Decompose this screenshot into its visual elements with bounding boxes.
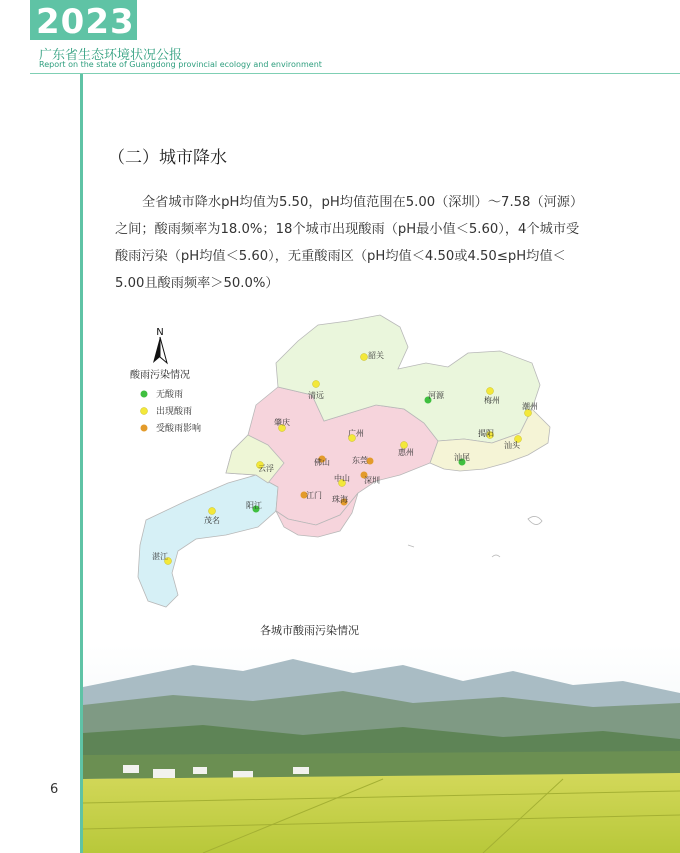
city-marker bbox=[361, 354, 368, 361]
city-marker bbox=[209, 508, 216, 515]
city-label: 茂名 bbox=[204, 516, 220, 525]
city-label: 清远 bbox=[308, 391, 324, 400]
city-label: 佛山 bbox=[314, 458, 330, 467]
report-title-cn: 广东省生态环境状况公报 bbox=[39, 48, 183, 63]
legend-title: 酸雨污染情况 bbox=[130, 370, 190, 381]
section-paragraph: 全省城市降水pH均值为5.50，pH均值范围在5.00（深圳）～7.58（河源）之间；酸雨频率为18.0%；18个城市出现酸雨（pH最小值＜5.60），4个城市受酸雨污染（pH均值＜5.60），无重酸雨区（pH均值＜4.50或4.50≤pH均值＜5.00且酸雨频率＞50.0%） bbox=[115, 195, 584, 291]
city-label: 广州 bbox=[348, 429, 364, 438]
north-label: N bbox=[156, 327, 164, 338]
city-label: 揭阳 bbox=[478, 429, 494, 438]
city-label: 江门 bbox=[306, 491, 322, 500]
region-west bbox=[138, 475, 278, 607]
city-label: 惠州 bbox=[398, 448, 414, 457]
city-label: 潮州 bbox=[522, 402, 538, 411]
city-label: 汕尾 bbox=[454, 453, 470, 462]
city-label: 中山 bbox=[334, 474, 350, 483]
page-number: 6 bbox=[50, 782, 59, 797]
city-label: 肇庆 bbox=[274, 418, 290, 427]
city-label: 东莞 bbox=[352, 456, 368, 465]
city-label: 韶关 bbox=[368, 351, 384, 360]
city-label: 珠海 bbox=[332, 495, 348, 504]
landscape-photo bbox=[83, 645, 680, 853]
city-marker bbox=[487, 388, 494, 395]
section-title: （二）城市降水 bbox=[108, 148, 227, 168]
legend-label-none: 无酸雨 bbox=[156, 390, 184, 400]
report-year: 2023 bbox=[36, 2, 135, 42]
map-legend bbox=[130, 368, 201, 434]
acid-rain-map bbox=[108, 305, 668, 615]
report-title-en: Report on the state of Guangdong provincial ecology and environment bbox=[39, 60, 322, 69]
city-label: 汕头 bbox=[504, 441, 520, 450]
city-label: 云浮 bbox=[258, 464, 274, 473]
legend-swatch-none bbox=[141, 391, 148, 398]
header-divider bbox=[30, 73, 680, 74]
city-marker bbox=[313, 381, 320, 388]
legend-swatch-occurred bbox=[141, 408, 148, 415]
city-label: 河源 bbox=[428, 391, 444, 400]
islands bbox=[408, 516, 542, 557]
city-label: 湛江 bbox=[152, 552, 168, 561]
city-label: 深圳 bbox=[364, 476, 380, 485]
legend-swatch-affected bbox=[141, 425, 148, 432]
province-regions bbox=[138, 315, 550, 607]
legend-label-affected: 受酸雨影响 bbox=[156, 424, 202, 434]
city-label: 阳江 bbox=[246, 501, 262, 510]
city-label: 梅州 bbox=[484, 396, 500, 405]
north-arrow-icon bbox=[153, 327, 167, 363]
map-caption: 各城市酸雨污染情况 bbox=[260, 624, 359, 637]
legend-label-occurred: 出现酸雨 bbox=[156, 407, 193, 417]
